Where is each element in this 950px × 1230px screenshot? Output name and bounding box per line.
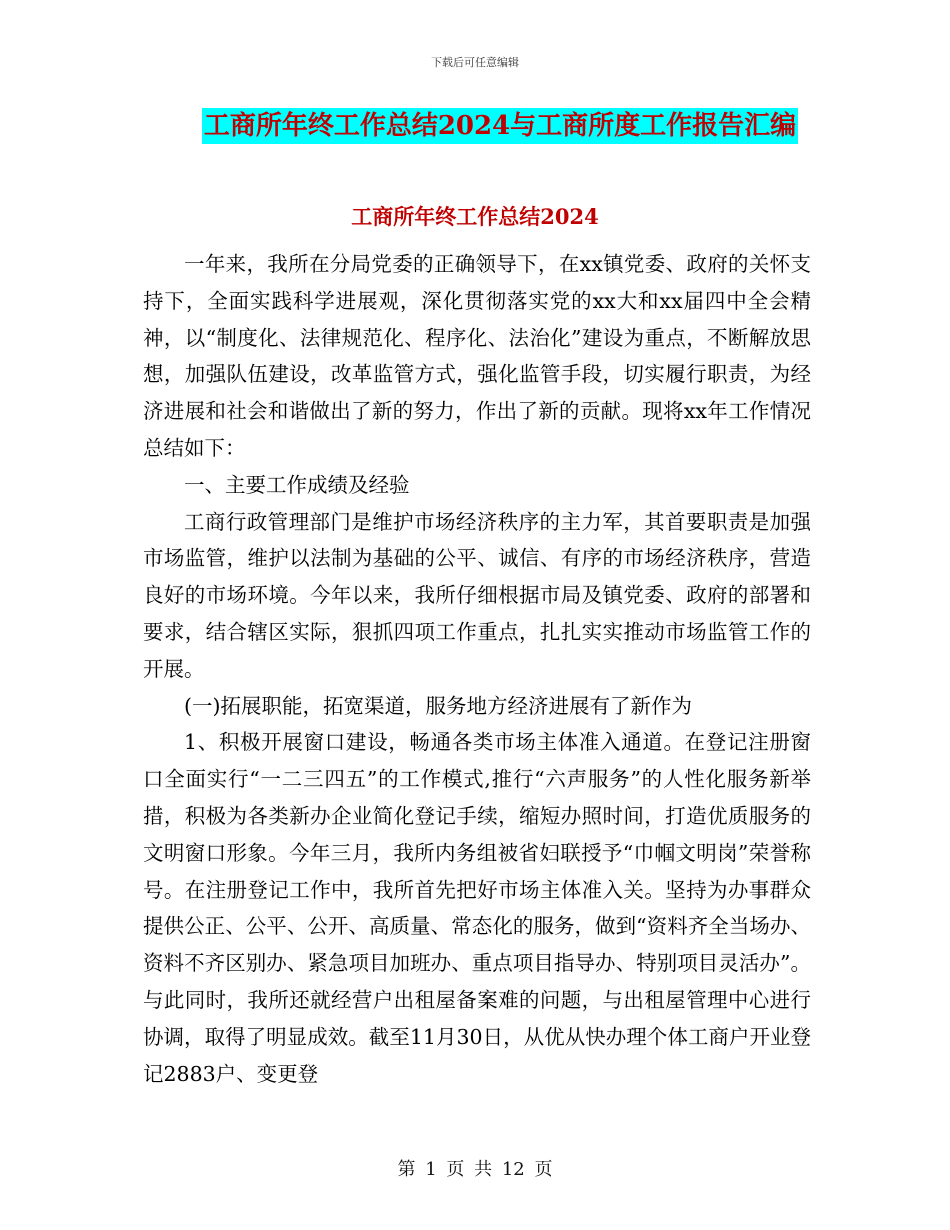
heading-expand-functions: (一)拓展职能，拓宽渠道，服务地方经济进展有了新作为 <box>184 693 692 718</box>
paragraph-market-supervision: 工商行政管理部门是维护市场经济秩序的主力军，其首要职责是加强市场监管，维护以法制为基础的公平、诚信、有序的市场经济秩序，营造良好的市场环境。今年以来，我所仔细根据市局及镇党委、政府的部署和要求，结合辖区实际，狠抓四项工作重点，扎扎实实推动市场监管工作的开展。 <box>143 509 811 681</box>
page-footer: 第 1 页 共 12 页 <box>397 1159 553 1180</box>
heading-main-achievements: 一、主要工作成绩及经验 <box>184 472 410 497</box>
document-title-wrap <box>0 108 950 144</box>
paragraph-intro: 一年来，我所在分局党委的正确领导下，在xx镇党委、政府的关怀支持下，全面实践科学进展观，深化贯彻落实党的xx大和xx届四中全会精神，以“制度化、法律规范化、程序化、法治化”建设为重点，不断解放思想，加强队伍建设，改革监管方式，强化监管手段，切实履行职责，为经济进展和社会和谐做出了新的努力，作出了新的贡献。现将xx年工作情况总结如下： <box>143 252 811 460</box>
document-title: 工商所年终工作总结2024与工商所度工作报告汇编 <box>202 108 798 144</box>
document-body <box>143 246 811 1092</box>
section-title: 工商所年终工作总结2024 <box>351 204 599 229</box>
page-header-note: 下载后可任意编辑 <box>431 56 519 69</box>
paragraph-window-construction: 1、积极开展窗口建设，畅通各类市场主体准入通道。在登记注册窗口全面实行“一二三四五”的工作模式,推行“六声服务”的人性化服务新举措，积极为各类新办企业简化登记手续，缩短办照时间，打造优质服务的文明窗口形象。今年三月，我所内务组被省妇联授予“巾帼文明岗”荣誉称号。在注册登记工作中，我所首先把好市场主体准入关。坚持为办事群众提供公正、公平、公开、高质量、常态化的服务，做到“资料齐全当场办、资料不齐区别办、紧急项目加班办、重点项目指导办、特别项目灵活办”。与此同时，我所还就经营户出租屋备案难的问题，与出租屋管理中心进行协调，取得了明显成效。截至11月30日，从优从快办理个体工商户开业登记2883户、变更登 <box>143 730 811 1086</box>
